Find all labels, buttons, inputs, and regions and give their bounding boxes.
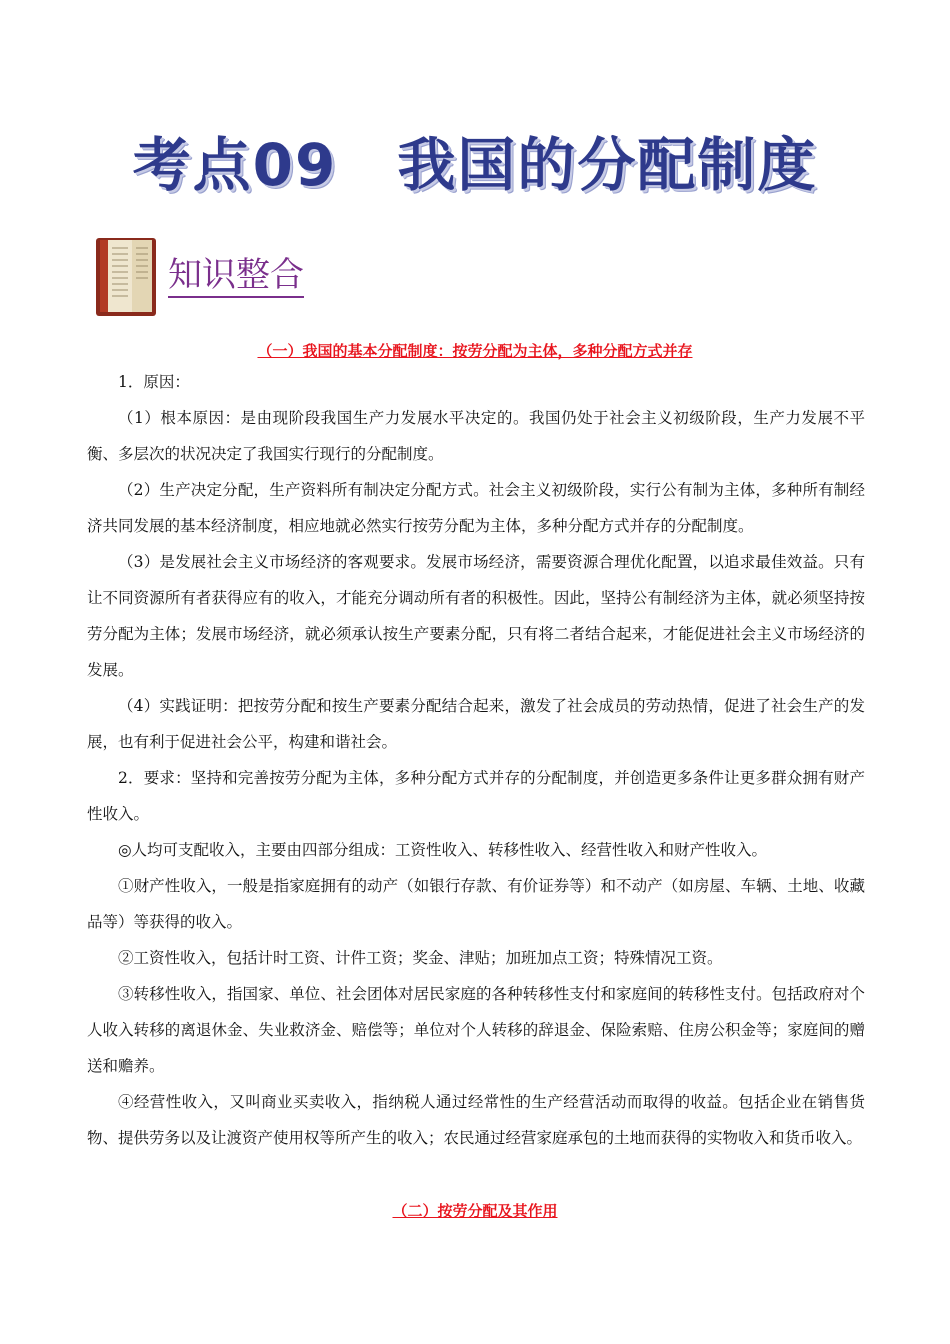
paragraph: 1．原因： bbox=[118, 373, 190, 391]
paragraph: 2．要求：坚持和完善按劳分配为主体，多种分配方式并存的分配制度，并创造更多条件让更多群众拥有财产性收入。 bbox=[87, 769, 865, 823]
paragraph: ④经营性收入，又叫商业买卖收入，指纳税人通过经常性的生产经营活动而取得的收益。包括企业在销售货物、提供劳务以及让渡资产使用权等所产生的收入；农民通过经营家庭承包的土地而获得的实物收入和货币收入。 bbox=[87, 1093, 865, 1147]
paragraph: ②工资性收入，包括计时工资、计件工资；奖金、津贴；加班加点工资；特殊情况工资。 bbox=[118, 949, 723, 967]
section-heading-1: （一）我国的基本分配制度：按劳分配为主体，多种分配方式并存 bbox=[257, 342, 693, 360]
paragraph: ③转移性收入，指国家、单位、社会团体对居民家庭的各种转移性支付和家庭间的转移性支付。包括政府对个人收入转移的离退休金、失业救济金、赔偿等；单位对个人转移的辞退金、保险索赔、住房公积金等；家庭间的赠送和赡养。 bbox=[87, 985, 865, 1075]
banner-label: 知识整合 bbox=[168, 254, 304, 298]
paragraph: （3）是发展社会主义市场经济的客观要求。发展市场经济，需要资源合理优化配置，以追求最佳效益。只有让不同资源所有者获得应有的收入，才能充分调动所有者的积极性。因此，坚持公有制经济为主体，就必须坚持按劳分配为主体；发展市场经济，就必须承认按生产要素分配，只有将二者结合起来，才能促进社会主义市场经济的发展。 bbox=[87, 553, 865, 679]
paragraph: （4）实践证明：把按劳分配和按生产要素分配结合起来，激发了社会成员的劳动热情，促进了社会生产的发展，也有利于促进社会公平，构建和谐社会。 bbox=[87, 697, 865, 751]
body-text bbox=[87, 364, 865, 1156]
paragraph: ①财产性收入，一般是指家庭拥有的动产（如银行存款、有价证券等）和不动产（如房屋、车辆、土地、收藏品等）等获得的收入。 bbox=[87, 877, 865, 931]
title-part-1: 考点09 bbox=[132, 131, 338, 199]
page-title bbox=[0, 118, 950, 202]
paragraph: （2）生产决定分配，生产资料所有制决定分配方式。社会主义初级阶段，实行公有制为主体，多种所有制经济共同发展的基本经济制度，相应地就必然实行按劳分配为主体，多种分配方式并存的分配制度。 bbox=[87, 481, 865, 535]
paragraph: ◎人均可支配收入，主要由四部分组成：工资性收入、转移性收入、经营性收入和财产性收入。 bbox=[118, 841, 768, 859]
knowledge-banner bbox=[92, 232, 392, 322]
section-heading-2: （二）按劳分配及其作用 bbox=[392, 1202, 558, 1220]
paragraph: （1）根本原因：是由现阶段我国生产力发展水平决定的。我国仍处于社会主义初级阶段，生产力发展不平衡、多层次的状况决定了我国实行现行的分配制度。 bbox=[87, 409, 865, 463]
title-part-2: 我国的分配制度 bbox=[397, 131, 818, 199]
book-icon bbox=[92, 234, 160, 320]
